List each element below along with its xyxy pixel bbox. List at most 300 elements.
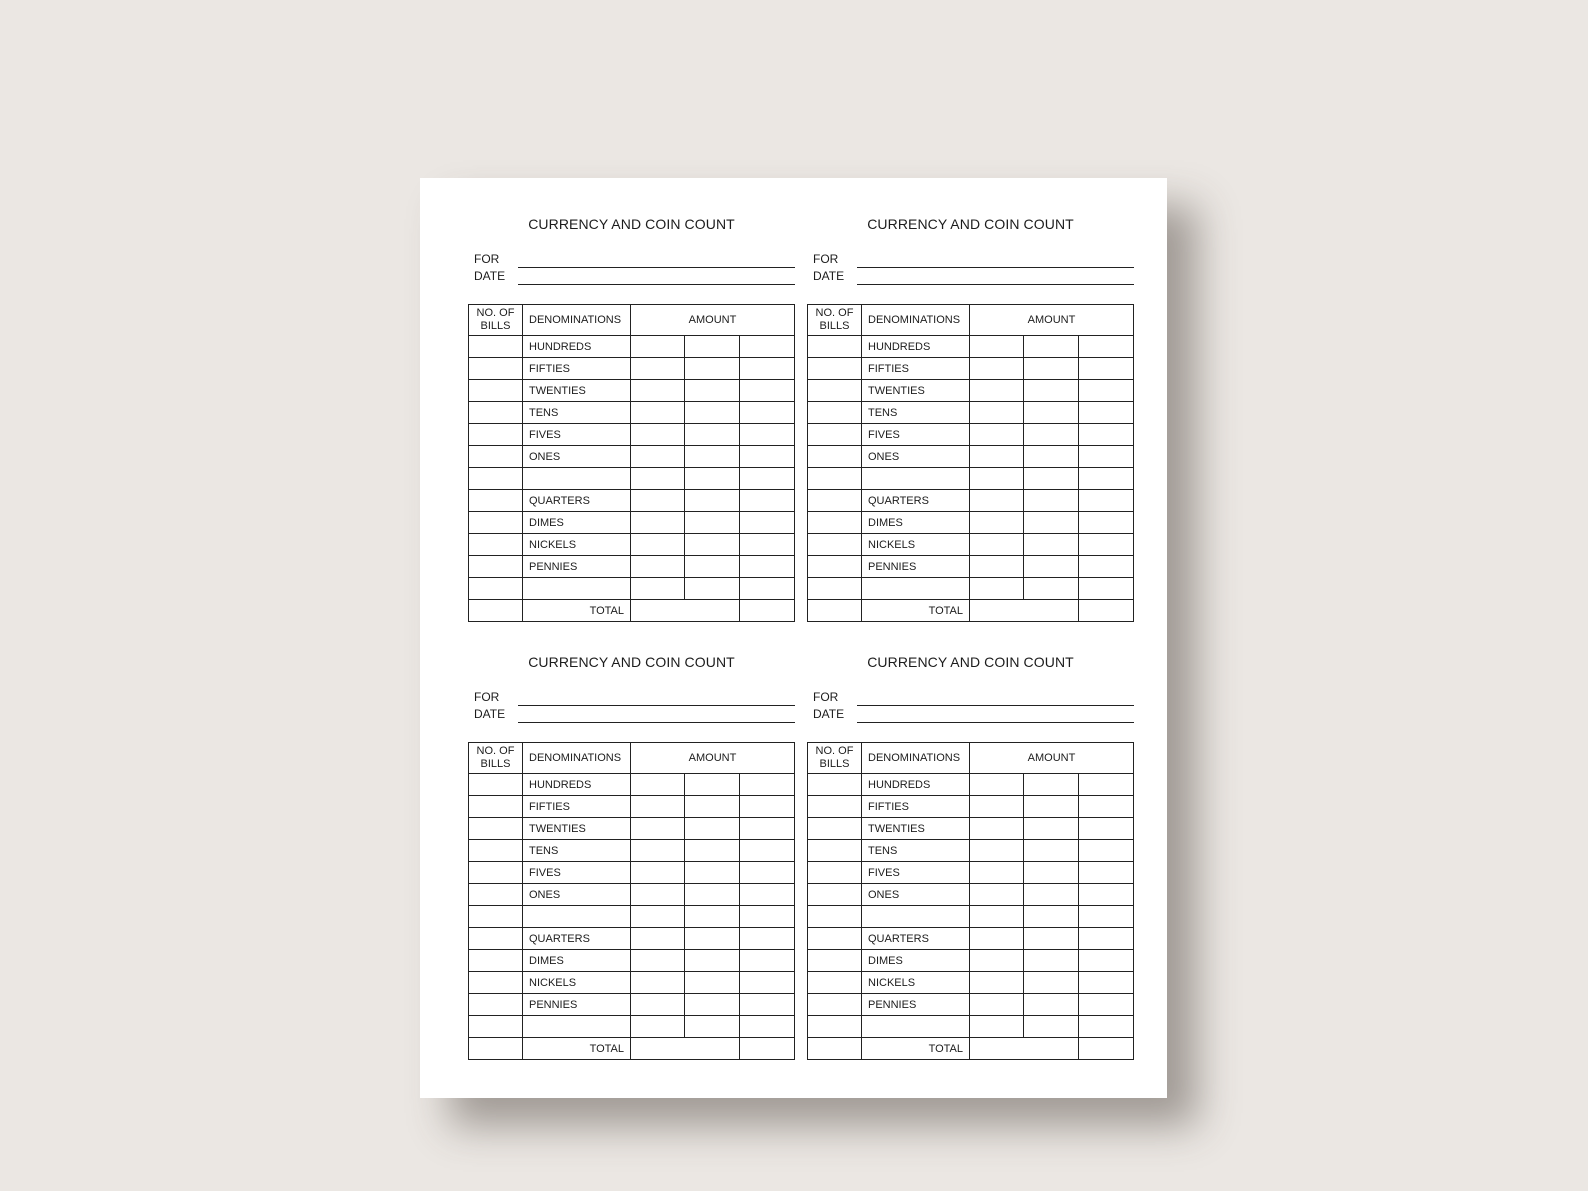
for-field[interactable] (813, 252, 1134, 268)
denominations-column-header: DENOMINATIONS (523, 305, 631, 336)
date-line[interactable] (857, 284, 1134, 285)
amount-cell[interactable] (685, 972, 740, 994)
count-form-top-left (468, 178, 795, 617)
amount-cell[interactable] (740, 796, 795, 818)
amount-cell[interactable] (740, 818, 795, 840)
amount-cell[interactable] (970, 380, 1024, 402)
bills-cell[interactable] (808, 402, 862, 424)
bills-cell[interactable] (808, 556, 862, 578)
amount-cell[interactable] (740, 402, 795, 424)
table-header-row (469, 743, 795, 774)
amount-cell[interactable] (1024, 1016, 1079, 1038)
amount-cell[interactable] (1024, 972, 1079, 994)
amount-cell[interactable] (685, 578, 740, 600)
amount-cell[interactable] (631, 336, 685, 358)
amount-cell[interactable] (685, 796, 740, 818)
amount-cell[interactable] (740, 774, 795, 796)
amount-cell[interactable] (1024, 446, 1079, 468)
amount-cell[interactable] (740, 490, 795, 512)
table-row (808, 884, 1134, 906)
bills-cell[interactable] (808, 424, 862, 446)
amount-cell[interactable] (1079, 994, 1134, 1016)
denomination-label: TWENTIES (862, 818, 970, 840)
amount-cell[interactable] (631, 928, 685, 950)
count-table (807, 304, 1134, 622)
bills-cell[interactable] (808, 994, 862, 1016)
amount-cell[interactable] (970, 468, 1024, 490)
denomination-label (523, 468, 631, 490)
table-row (808, 906, 1134, 928)
amount-cell[interactable] (740, 424, 795, 446)
amount-cell[interactable] (970, 358, 1024, 380)
amount-cell[interactable] (1024, 468, 1079, 490)
amount-cell[interactable] (1024, 534, 1079, 556)
amount-cell[interactable] (970, 994, 1024, 1016)
date-label: DATE (813, 269, 845, 283)
date-line[interactable] (518, 284, 795, 285)
amount-cell[interactable] (1024, 336, 1079, 358)
bills-cell[interactable] (808, 884, 862, 906)
amount-cell[interactable] (685, 380, 740, 402)
amount-cell[interactable] (740, 1016, 795, 1038)
amount-cell[interactable] (1024, 862, 1079, 884)
amount-cell[interactable] (1079, 796, 1134, 818)
total-cents-cell[interactable] (740, 1038, 795, 1060)
amount-cell[interactable] (685, 468, 740, 490)
table-row (808, 358, 1134, 380)
amount-cell[interactable] (1024, 950, 1079, 972)
bills-cell[interactable] (808, 1016, 862, 1038)
table-row (469, 972, 795, 994)
table-row (808, 862, 1134, 884)
bills-cell[interactable] (469, 862, 523, 884)
amount-cell[interactable] (685, 446, 740, 468)
bills-cell[interactable] (469, 840, 523, 862)
bills-cell[interactable] (808, 972, 862, 994)
denomination-label: FIFTIES (523, 358, 631, 380)
amount-cell[interactable] (970, 818, 1024, 840)
amount-cell[interactable] (631, 424, 685, 446)
bills-cell[interactable] (469, 796, 523, 818)
amount-cell[interactable] (740, 336, 795, 358)
table-row (469, 796, 795, 818)
amount-cell[interactable] (1024, 490, 1079, 512)
form-title: CURRENCY AND COIN COUNT (528, 654, 735, 670)
count-form-bottom-right (807, 616, 1134, 1055)
denomination-label: HUNDREDS (862, 336, 970, 358)
amount-cell[interactable] (970, 884, 1024, 906)
amount-cell[interactable] (631, 796, 685, 818)
denomination-label: DIMES (862, 950, 970, 972)
table-row (469, 862, 795, 884)
amount-cell[interactable] (685, 534, 740, 556)
table-row (808, 950, 1134, 972)
amount-cell[interactable] (685, 928, 740, 950)
amount-cell[interactable] (631, 950, 685, 972)
bills-cell[interactable] (808, 336, 862, 358)
bills-cell[interactable] (469, 556, 523, 578)
for-line[interactable] (857, 267, 1134, 268)
table-row (808, 774, 1134, 796)
denomination-label (523, 1016, 631, 1038)
amount-cell[interactable] (970, 950, 1024, 972)
total-row (808, 1038, 1134, 1060)
denomination-label: TWENTIES (523, 380, 631, 402)
amount-column-header: AMOUNT (970, 743, 1134, 774)
amount-cell[interactable] (1024, 512, 1079, 534)
amount-cell[interactable] (1079, 402, 1134, 424)
amount-cell[interactable] (970, 578, 1024, 600)
date-field[interactable] (813, 269, 1134, 285)
for-line[interactable] (518, 705, 795, 706)
amount-cell[interactable] (970, 862, 1024, 884)
amount-cell[interactable] (631, 884, 685, 906)
denomination-label: DIMES (523, 512, 631, 534)
denomination-label: QUARTERS (523, 490, 631, 512)
for-label: FOR (474, 252, 500, 266)
amount-cell[interactable] (1079, 862, 1134, 884)
amount-cell[interactable] (685, 512, 740, 534)
date-field[interactable] (813, 707, 1134, 723)
date-line[interactable] (857, 722, 1134, 723)
amount-cell[interactable] (970, 928, 1024, 950)
count-table (807, 742, 1134, 1060)
table-row (808, 424, 1134, 446)
amount-cell[interactable] (685, 556, 740, 578)
amount-cell[interactable] (1079, 950, 1134, 972)
amount-cell[interactable] (1079, 884, 1134, 906)
total-row (469, 1038, 795, 1060)
bills-cell[interactable] (469, 950, 523, 972)
bills-cell[interactable] (469, 512, 523, 534)
amount-cell[interactable] (631, 906, 685, 928)
table-row (469, 534, 795, 556)
amount-cell[interactable] (1079, 336, 1134, 358)
amount-cell[interactable] (1024, 928, 1079, 950)
amount-cell[interactable] (740, 994, 795, 1016)
table-row (808, 534, 1134, 556)
amount-cell[interactable] (631, 468, 685, 490)
amount-cell[interactable] (685, 906, 740, 928)
amount-cell[interactable] (970, 840, 1024, 862)
table-row (469, 818, 795, 840)
amount-cell[interactable] (740, 972, 795, 994)
table-row (469, 906, 795, 928)
bills-cell[interactable] (469, 994, 523, 1016)
amount-cell[interactable] (740, 906, 795, 928)
amount-cell[interactable] (685, 818, 740, 840)
amount-cell[interactable] (631, 556, 685, 578)
table-row (808, 556, 1134, 578)
bills-cell[interactable] (469, 534, 523, 556)
date-line[interactable] (518, 722, 795, 723)
table-row (469, 1016, 795, 1038)
amount-cell[interactable] (1079, 774, 1134, 796)
denomination-label: ONES (523, 884, 631, 906)
bills-cell[interactable] (469, 424, 523, 446)
table-row (808, 818, 1134, 840)
amount-cell[interactable] (1079, 446, 1134, 468)
table-header-row (469, 305, 795, 336)
denomination-label: HUNDREDS (862, 774, 970, 796)
table-row (808, 490, 1134, 512)
amount-cell[interactable] (631, 490, 685, 512)
amount-cell[interactable] (631, 972, 685, 994)
denomination-label: TENS (862, 402, 970, 424)
total-label: TOTAL (523, 600, 631, 622)
amount-cell[interactable] (740, 928, 795, 950)
denomination-label: NICKELS (862, 534, 970, 556)
date-field[interactable] (474, 707, 795, 723)
for-field[interactable] (813, 690, 1134, 706)
amount-cell[interactable] (970, 556, 1024, 578)
amount-cell[interactable] (631, 512, 685, 534)
table-row (808, 972, 1134, 994)
amount-cell[interactable] (631, 774, 685, 796)
bills-cell[interactable] (469, 578, 523, 600)
bills-cell[interactable] (808, 818, 862, 840)
table-row (469, 512, 795, 534)
bills-cell[interactable] (808, 468, 862, 490)
amount-cell[interactable] (631, 818, 685, 840)
amount-cell[interactable] (685, 358, 740, 380)
bills-cell[interactable] (808, 512, 862, 534)
denominations-column-header: DENOMINATIONS (862, 743, 970, 774)
denomination-label: FIFTIES (862, 796, 970, 818)
denomination-label: TENS (862, 840, 970, 862)
bills-cell[interactable] (469, 446, 523, 468)
amount-cell[interactable] (740, 884, 795, 906)
amount-cell[interactable] (631, 1016, 685, 1038)
bills-cell[interactable] (469, 1038, 523, 1060)
amount-cell[interactable] (970, 336, 1024, 358)
amount-cell[interactable] (1024, 796, 1079, 818)
amount-cell[interactable] (685, 994, 740, 1016)
total-label: TOTAL (523, 1038, 631, 1060)
bills-cell[interactable] (808, 1038, 862, 1060)
amount-cell[interactable] (1024, 774, 1079, 796)
amount-cell[interactable] (1079, 906, 1134, 928)
amount-cell[interactable] (1024, 884, 1079, 906)
bills-cell[interactable] (808, 358, 862, 380)
amount-cell[interactable] (740, 534, 795, 556)
table-row (808, 402, 1134, 424)
total-amount-cell[interactable] (631, 1038, 740, 1060)
bills-column-header: NO. OF BILLS (808, 305, 862, 336)
bills-column-header: NO. OF BILLS (469, 743, 523, 774)
table-row (808, 336, 1134, 358)
bills-cell[interactable] (469, 818, 523, 840)
bills-cell[interactable] (808, 380, 862, 402)
amount-cell[interactable] (740, 468, 795, 490)
amount-cell[interactable] (631, 380, 685, 402)
bills-cell[interactable] (808, 862, 862, 884)
amount-cell[interactable] (685, 950, 740, 972)
amount-cell[interactable] (685, 774, 740, 796)
amount-cell[interactable] (1079, 578, 1134, 600)
amount-cell[interactable] (1079, 358, 1134, 380)
amount-cell[interactable] (1024, 402, 1079, 424)
bills-column-header: NO. OF BILLS (808, 743, 862, 774)
table-header-row (808, 305, 1134, 336)
bills-cell[interactable] (808, 578, 862, 600)
amount-cell[interactable] (1024, 906, 1079, 928)
date-field[interactable] (474, 269, 795, 285)
amount-cell[interactable] (1079, 512, 1134, 534)
date-label: DATE (813, 707, 845, 721)
amount-cell[interactable] (740, 840, 795, 862)
amount-cell[interactable] (970, 446, 1024, 468)
for-field[interactable] (474, 252, 795, 268)
amount-cell[interactable] (970, 424, 1024, 446)
bills-cell[interactable] (808, 534, 862, 556)
bills-cell[interactable] (469, 906, 523, 928)
amount-cell[interactable] (970, 1016, 1024, 1038)
amount-cell[interactable] (970, 796, 1024, 818)
amount-cell[interactable] (740, 578, 795, 600)
denomination-label: FIFTIES (862, 358, 970, 380)
amount-cell[interactable] (631, 446, 685, 468)
for-line[interactable] (857, 705, 1134, 706)
bills-cell[interactable] (469, 358, 523, 380)
amount-cell[interactable] (740, 862, 795, 884)
date-label: DATE (474, 269, 506, 283)
bills-cell[interactable] (469, 884, 523, 906)
amount-cell[interactable] (631, 994, 685, 1016)
amount-column-header: AMOUNT (631, 743, 795, 774)
amount-cell[interactable] (631, 862, 685, 884)
amount-cell[interactable] (1079, 1016, 1134, 1038)
amount-cell[interactable] (1079, 840, 1134, 862)
table-row (469, 578, 795, 600)
amount-cell[interactable] (1079, 556, 1134, 578)
denomination-label: HUNDREDS (523, 774, 631, 796)
amount-cell[interactable] (1024, 556, 1079, 578)
denomination-label: TWENTIES (862, 380, 970, 402)
amount-cell[interactable] (1024, 424, 1079, 446)
amount-cell[interactable] (970, 774, 1024, 796)
total-amount-cell[interactable] (970, 1038, 1079, 1060)
bills-cell[interactable] (469, 972, 523, 994)
bills-cell[interactable] (469, 774, 523, 796)
amount-cell[interactable] (1079, 818, 1134, 840)
bills-cell[interactable] (808, 840, 862, 862)
amount-cell[interactable] (740, 556, 795, 578)
amount-cell[interactable] (970, 906, 1024, 928)
amount-cell[interactable] (740, 380, 795, 402)
amount-cell[interactable] (1079, 380, 1134, 402)
amount-cell[interactable] (970, 490, 1024, 512)
amount-cell[interactable] (1079, 468, 1134, 490)
bills-cell[interactable] (808, 906, 862, 928)
bills-cell[interactable] (808, 774, 862, 796)
denomination-label: PENNIES (862, 994, 970, 1016)
amount-cell[interactable] (685, 1016, 740, 1038)
table-row (808, 468, 1134, 490)
amount-cell[interactable] (631, 402, 685, 424)
amount-cell[interactable] (1024, 578, 1079, 600)
bills-cell[interactable] (808, 950, 862, 972)
table-row (808, 446, 1134, 468)
bills-cell[interactable] (469, 468, 523, 490)
denomination-label: PENNIES (523, 556, 631, 578)
bills-cell[interactable] (808, 446, 862, 468)
amount-cell[interactable] (685, 336, 740, 358)
bills-cell[interactable] (808, 490, 862, 512)
table-row (469, 424, 795, 446)
total-cents-cell[interactable] (1079, 1038, 1134, 1060)
amount-cell[interactable] (1079, 424, 1134, 446)
amount-cell[interactable] (685, 884, 740, 906)
amount-cell[interactable] (740, 446, 795, 468)
bills-cell[interactable] (469, 380, 523, 402)
denomination-label (862, 1016, 970, 1038)
bills-cell[interactable] (469, 336, 523, 358)
count-table (468, 742, 795, 1060)
amount-cell[interactable] (685, 840, 740, 862)
denomination-label: NICKELS (523, 534, 631, 556)
denomination-label: ONES (862, 446, 970, 468)
bills-cell[interactable] (469, 1016, 523, 1038)
bills-cell[interactable] (469, 928, 523, 950)
bills-cell[interactable] (808, 796, 862, 818)
amount-cell[interactable] (631, 578, 685, 600)
amount-cell[interactable] (1079, 928, 1134, 950)
amount-cell[interactable] (970, 402, 1024, 424)
amount-cell[interactable] (1024, 358, 1079, 380)
amount-cell[interactable] (970, 972, 1024, 994)
bills-cell[interactable] (469, 402, 523, 424)
for-line[interactable] (518, 267, 795, 268)
denomination-label: FIVES (862, 424, 970, 446)
denomination-label: QUARTERS (862, 928, 970, 950)
table-row (469, 884, 795, 906)
denomination-label: PENNIES (523, 994, 631, 1016)
amount-cell[interactable] (1079, 534, 1134, 556)
amount-cell[interactable] (1024, 840, 1079, 862)
denomination-label: QUARTERS (862, 490, 970, 512)
table-row (469, 556, 795, 578)
amount-cell[interactable] (1024, 994, 1079, 1016)
amount-cell[interactable] (970, 534, 1024, 556)
bills-cell[interactable] (469, 490, 523, 512)
for-field[interactable] (474, 690, 795, 706)
amount-cell[interactable] (1079, 972, 1134, 994)
amount-cell[interactable] (685, 862, 740, 884)
amount-cell[interactable] (631, 358, 685, 380)
date-label: DATE (474, 707, 506, 721)
amount-cell[interactable] (970, 512, 1024, 534)
table-row (469, 380, 795, 402)
bills-cell[interactable] (808, 928, 862, 950)
amount-cell[interactable] (1079, 490, 1134, 512)
amount-cell[interactable] (740, 512, 795, 534)
amount-cell[interactable] (685, 424, 740, 446)
denomination-label: ONES (862, 884, 970, 906)
amount-cell[interactable] (685, 490, 740, 512)
total-label: TOTAL (862, 1038, 970, 1060)
amount-cell[interactable] (1024, 818, 1079, 840)
amount-cell[interactable] (631, 534, 685, 556)
denomination-label: TWENTIES (523, 818, 631, 840)
amount-cell[interactable] (740, 358, 795, 380)
amount-cell[interactable] (685, 402, 740, 424)
amount-cell[interactable] (631, 840, 685, 862)
table-row (469, 490, 795, 512)
amount-cell[interactable] (740, 950, 795, 972)
printable-sheet (420, 178, 1167, 1098)
amount-cell[interactable] (1024, 380, 1079, 402)
